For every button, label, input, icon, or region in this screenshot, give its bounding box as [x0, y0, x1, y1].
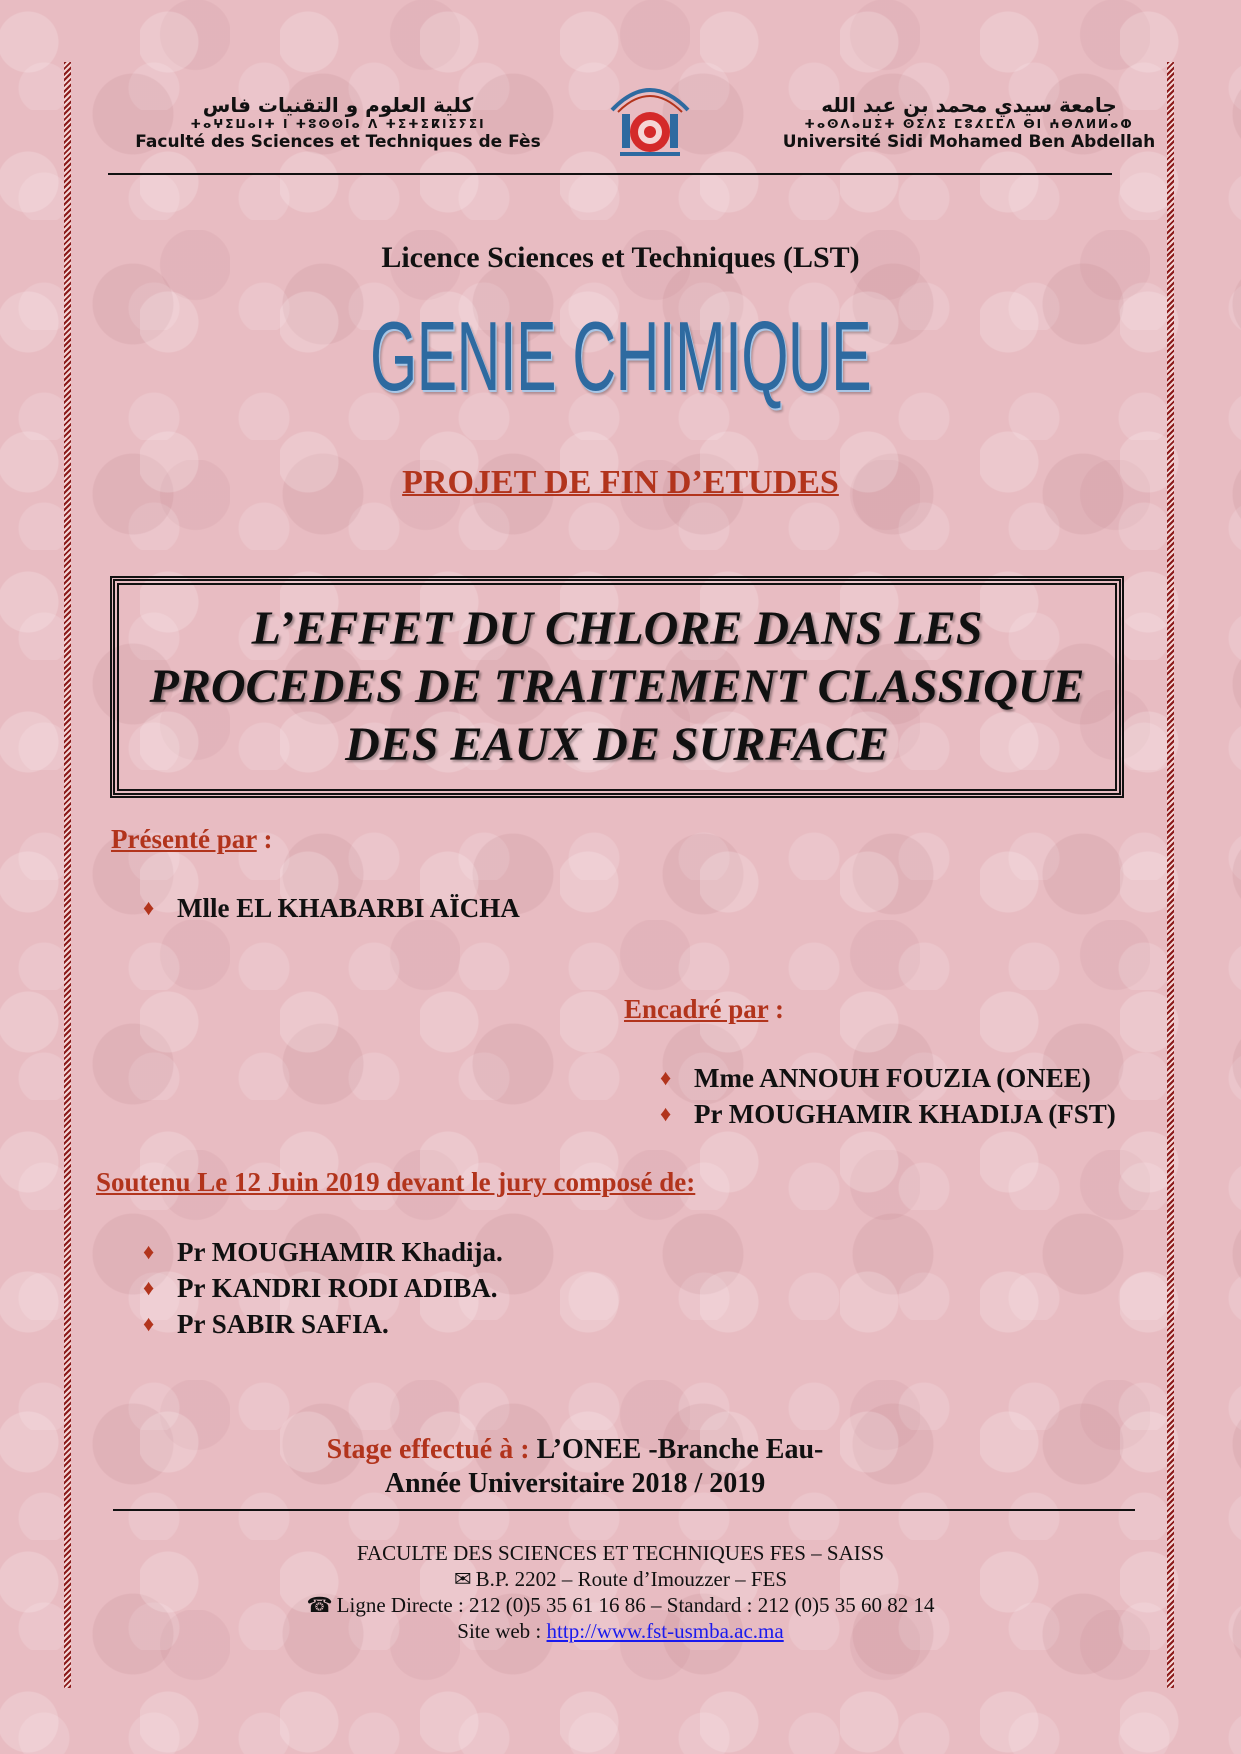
department-title: GENIE CHIMIQUE	[369, 301, 872, 411]
university-emblem-icon	[602, 70, 698, 166]
project-type-heading: PROJET DE FIN D’ETUDES	[402, 464, 839, 501]
thesis-title	[150, 600, 1085, 774]
university-name-french: Université Sidi Mohamed Ben Abdellah	[782, 132, 1156, 152]
list-item: ♦ Pr MOUGHAMIR KHADIJA (FST)	[660, 1096, 1116, 1132]
list-item: ♦ Pr SABIR SAFIA.	[143, 1306, 503, 1342]
supervised-by-label: Encadré par :	[624, 994, 785, 1024]
university-name-tifinagh: ⵜⴰⵙⴷⴰⵡⵉⵜ ⵙⵉⴷⵉ ⵎⵓⵃⵎⵎⴷ ⴱⵏ ⵄⴱⴷⵍⵍⴰⵀ	[804, 117, 1134, 131]
footer-faculty-address: FACULTE DES SCIENCES ET TECHNIQUES FES – SAISS	[356, 1541, 885, 1565]
footer-phone-line: ☎ Ligne Directe : 212 (0)5 35 61 16 86 – Standard : 212 (0)5 35 60 82 14	[306, 1593, 935, 1617]
diamond-bullet-icon: ♦	[660, 1101, 672, 1126]
list-item: ♦ Pr KANDRI RODI ADIBA.	[143, 1270, 503, 1306]
supervisor-list	[660, 1060, 1116, 1132]
telephone-icon: ☎	[306, 1593, 333, 1617]
thesis-title-line-3: DES EAUX DE SURFACE	[345, 718, 889, 771]
diamond-bullet-icon: ♦	[143, 1275, 155, 1300]
diamond-bullet-icon: ♦	[143, 1311, 155, 1336]
mailbox-icon: ✉	[453, 1567, 472, 1591]
university-name-block	[726, 94, 1212, 152]
academic-year: Année Universitaire 2018 / 2019	[384, 1468, 766, 1499]
thesis-title-line-2: PROCEDES DE TRAITEMENT CLASSIQUE	[149, 660, 1085, 713]
list-item: ♦ Mme ANNOUH FOUZIA (ONEE)	[660, 1060, 1116, 1096]
internship-line	[0, 1432, 1150, 1468]
website-link[interactable]: http://www.fst-usmba.ac.ma	[546, 1619, 784, 1643]
internship-label: Stage effectué à :	[326, 1434, 537, 1465]
internship-place: L’ONEE -Branche Eau-	[536, 1434, 824, 1465]
program-name: Licence Sciences et Techniques (LST)	[381, 241, 860, 274]
diamond-bullet-icon: ♦	[660, 1065, 672, 1090]
footer-website-line: Site web : http://www.fst-usmba.ac.ma	[457, 1619, 784, 1643]
footer-postal-line: ✉ B.P. 2202 – Route d’Imouzzer – FES	[453, 1567, 788, 1591]
list-item: ♦ Pr MOUGHAMIR Khadija.	[143, 1234, 503, 1270]
thesis-title-box	[110, 576, 1124, 798]
university-name-arabic: جامعة سيدي محمد بن عبد الله	[821, 93, 1117, 117]
header-divider	[108, 173, 1112, 175]
faculty-name-arabic: كلية العلوم و التقنيات فاس	[202, 93, 474, 117]
right-page-border	[1167, 62, 1174, 1688]
institution-header	[108, 66, 1156, 168]
thesis-title-line-1: L’EFFET DU CHLORE DANS LES	[251, 602, 983, 655]
presented-by-label: Présenté par :	[111, 824, 273, 854]
diamond-bullet-icon: ♦	[143, 1239, 155, 1264]
diamond-bullet-icon: ♦	[143, 895, 155, 920]
footer-divider	[113, 1509, 1135, 1511]
jury-list	[143, 1234, 503, 1342]
faculty-name-french: Faculté des Sciences et Techniques de Fès	[135, 132, 541, 152]
faculty-name-tifinagh: ⵜⴰⵖⵉⵡⴰⵏⵜ ⵏ ⵜⵓⵙⵙⵏⴰ ⴷ ⵜⵉⵜⵉⴽⵏⵉⵢⵉⵏ	[190, 117, 486, 131]
student-list	[143, 890, 520, 926]
defense-label: Soutenu Le 12 Juin 2019 devant le jury composé de:	[96, 1167, 696, 1197]
list-item: ♦ Mlle EL KHABARBI AÏCHA	[143, 890, 520, 926]
page-footer	[0, 1540, 1241, 1644]
faculty-name-block	[108, 94, 568, 152]
